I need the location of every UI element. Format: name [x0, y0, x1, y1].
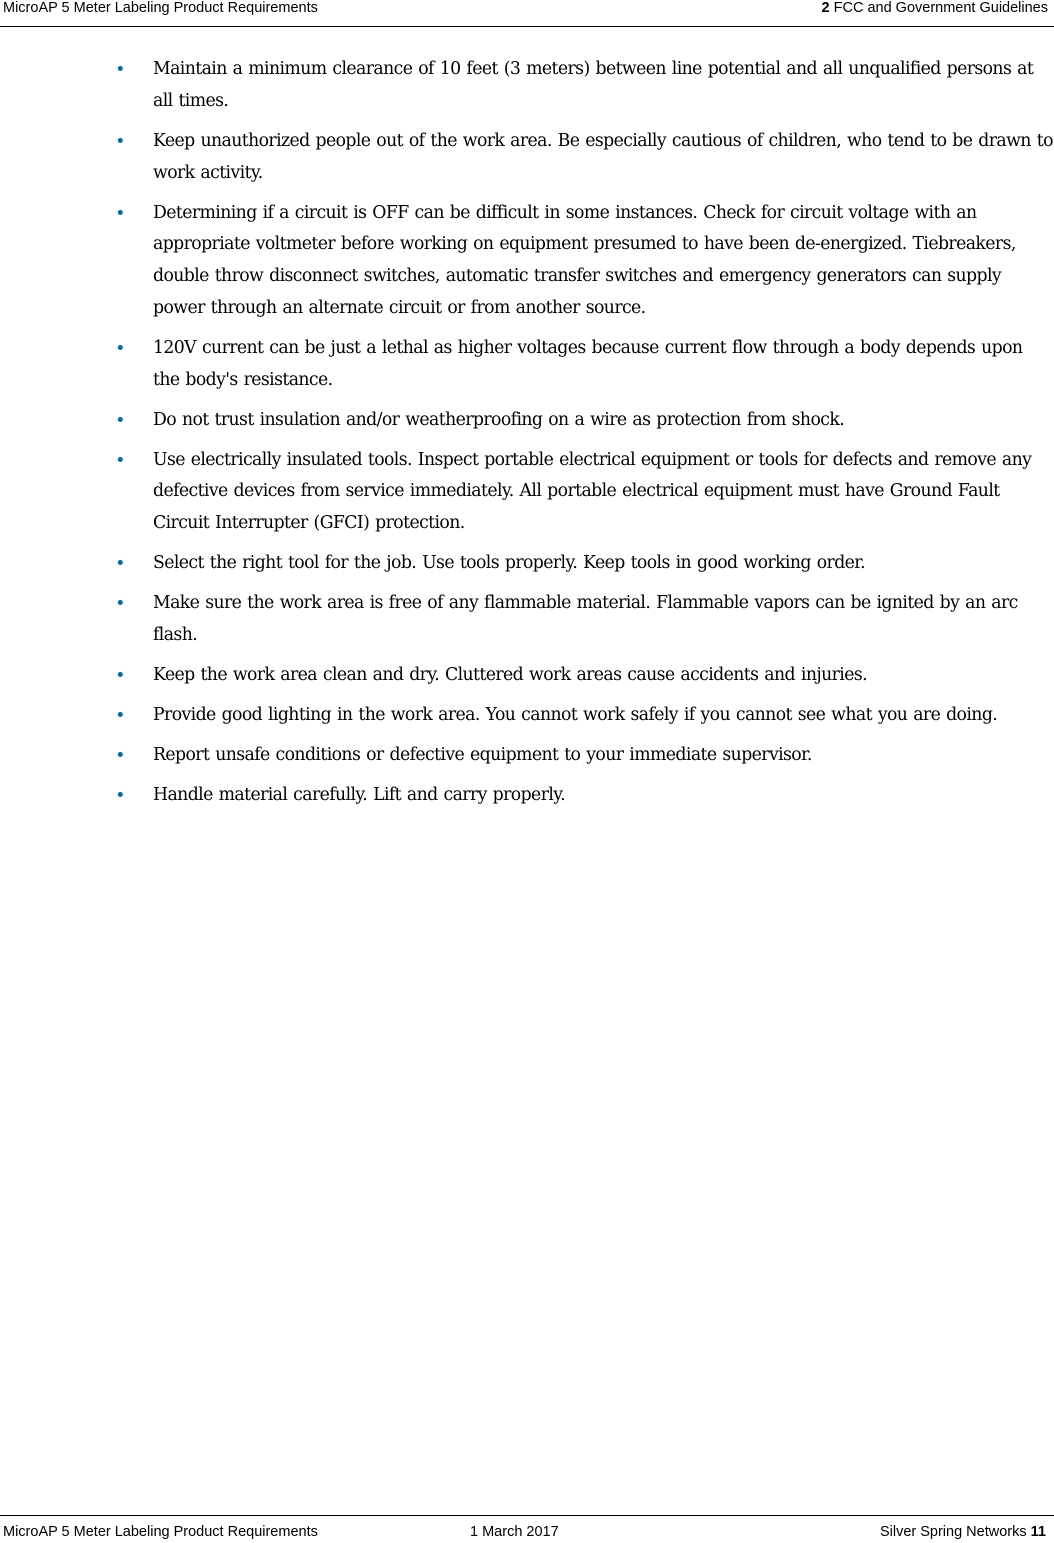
footer-page-number: 11 — [1030, 1524, 1046, 1540]
list-item — [110, 780, 1054, 812]
footer-company: Silver Spring Networks — [879, 1524, 1027, 1540]
header-chapter-number: 2 — [821, 0, 830, 16]
page-header — [0, 0, 1054, 27]
list-item-text: Maintain a minimum clearance of 10 feet (3 meters) between line potential and all unqualified persons at all times. — [153, 59, 1034, 111]
list-item — [110, 660, 1054, 692]
list-item-text: 120V current can be just a lethal as higher voltages because current flow through a body depends upon the body's resistance. — [153, 337, 1023, 390]
list-item-text: Use electrically insulated tools. Inspect portable electrical equipment or tools for defects and remove any defective devices from service immediately. All portable electrical equipment must have Ground Fault Circuit Interrupter (GFCI) protection. — [153, 449, 1032, 534]
header-chapter-title: FCC and Government Guidelines — [833, 0, 1048, 16]
safety-bullet-list — [110, 54, 1054, 812]
list-item — [110, 405, 1054, 437]
list-item-text: Keep the work area clean and dry. Cluttered work areas cause accidents and injuries. — [153, 665, 868, 686]
bullet-icon: • — [115, 59, 126, 80]
bullet-icon: • — [115, 785, 126, 807]
list-item — [110, 54, 1054, 117]
list-item-text: Make sure the work area is free of any flammable material. Flammable vapors can be ignited by an arc flash. — [153, 593, 1018, 645]
list-item — [110, 198, 1054, 325]
footer-document-title: MicroAP 5 Meter Labeling Product Requirements — [3, 1524, 318, 1540]
header-document-title: MicroAP 5 Meter Labeling Product Requirements — [3, 0, 318, 16]
footer-company-page — [880, 1524, 1046, 1540]
list-item — [110, 126, 1054, 189]
list-item-text: Handle material carefully. Lift and carry properly. — [153, 785, 566, 806]
bullet-icon: • — [115, 337, 126, 359]
list-item-text: Do not trust insulation and/or weatherproofing on a wire as protection from shock. — [153, 409, 845, 430]
list-item — [110, 740, 1054, 772]
bullet-icon: • — [115, 130, 126, 152]
list-item — [110, 548, 1054, 580]
bullet-icon: • — [115, 665, 126, 687]
bullet-icon: • — [115, 705, 126, 727]
footer-date: 1 March 2017 — [470, 1524, 559, 1540]
list-item-text: Select the right tool for the job. Use tools properly. Keep tools in good working order. — [153, 553, 865, 574]
bullet-icon: • — [115, 409, 126, 431]
bullet-icon: • — [115, 202, 126, 224]
list-item — [110, 333, 1054, 396]
bullet-icon: • — [115, 745, 126, 767]
list-item-text: Determining if a circuit is OFF can be difficult in some instances. Check for circuit voltage with an appropriate voltmeter before working on equipment presumed to have been de-energized. Tiebreakers, double throw disconnect switches, automatic transfer switches and emergency generators can supply power through an alternate circuit or from another source. — [153, 202, 1016, 318]
list-item-text: Provide good lighting in the work area. You cannot work safely if you cannot see what you are doing. — [153, 705, 998, 726]
bullet-icon: • — [115, 449, 126, 471]
page-footer — [0, 1515, 1054, 1543]
page-body — [110, 54, 1054, 820]
list-item-text: Report unsafe conditions or defective equipment to your immediate supervisor. — [153, 745, 812, 766]
bullet-icon: • — [115, 553, 126, 575]
list-item-text: Keep unauthorized people out of the work area. Be especially cautious of children, who tend to be drawn to work activity. — [153, 130, 1053, 183]
bullet-icon: • — [115, 593, 126, 615]
list-item — [110, 445, 1054, 540]
list-item — [110, 700, 1054, 732]
header-chapter — [822, 0, 1049, 16]
list-item — [110, 588, 1054, 651]
